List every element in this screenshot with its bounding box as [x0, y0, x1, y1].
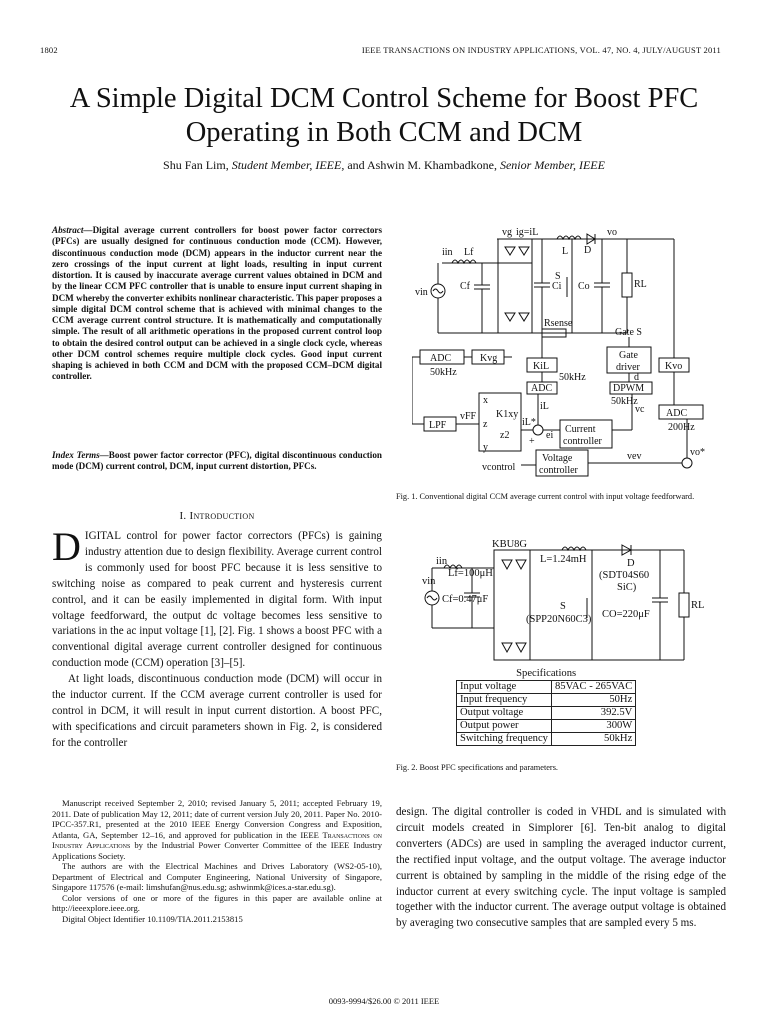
figure-2-diagram: [422, 538, 712, 663]
fig1-label-vcontrol: vcontrol: [482, 462, 516, 473]
fig1-label-vg: vg: [502, 227, 512, 238]
drop-cap: D: [52, 524, 81, 569]
fig1-mult-num: K1xy: [496, 409, 519, 420]
fig1-label-il-fb: iL: [540, 401, 549, 412]
fig1-label-z: z: [483, 419, 488, 430]
fig1-label-d: D: [584, 245, 592, 256]
spec-value: 392.5V: [551, 707, 635, 720]
journal-header: IEEE TRANSACTIONS ON INDUSTRY APPLICATIONS, VOL. 47, NO. 4, JULY/AUGUST 2011: [361, 45, 721, 55]
intro-paragraph-1: [52, 524, 382, 672]
fig1-label-vff: vFF: [460, 411, 477, 422]
footnote-doi: Digital Object Identifier 10.1109/TIA.2011.2153815: [62, 913, 243, 924]
specifications-table: [456, 668, 636, 746]
footnote-manuscript: [52, 798, 382, 861]
copyright-footer: 0093-9994/$26.00 © 2011 IEEE: [328, 996, 440, 1006]
page-number: 1802: [40, 45, 58, 55]
intro-body: [52, 524, 382, 752]
table-header: Specifications: [457, 668, 636, 681]
fig2-diode-part2: SiC): [617, 582, 637, 593]
figure-1-caption: Fig. 1. Conventional digital CCM average current control with input voltage feedforward.: [396, 492, 695, 501]
footnote-journal-name: Transactions on Industry Applications: [52, 829, 383, 850]
spec-value: 300W: [551, 720, 635, 733]
fig1-label-vo-ref: vo*: [690, 447, 705, 458]
fig2-label-bridge: KBU8G: [492, 539, 528, 550]
footnote-authors: The authors are with the Electrical Machines and Drives Laboratory (WS2-05-10), Department of Electrical and Computer Engineering, National University of Singapore, Singapore 117576 (e-mail: limshufan@nus.edu.sg; ashwinmk@ices.a-star.edu.sg).: [52, 861, 382, 892]
fig2-switch-part: (SPP20N60C3): [526, 614, 592, 625]
fig1-label-vev: vev: [627, 451, 642, 462]
fig1-adc2-rate: 50kHz: [559, 372, 586, 383]
table-row: [457, 707, 636, 720]
fig1-mult-den: z2: [500, 430, 510, 441]
fig1-label-gate-s: Gate S: [615, 327, 642, 338]
intro-paragraph-2: At light loads, discontinuous conduction mode (DCM) will occur in the inductor current. If the CCM average current controller is used for control in DCM, it will result in input current distortion. A boost PFC, with specifications and circuit parameters shown in Fig. 2, is considered for the controller: [52, 673, 382, 749]
fig1-gate-driver-line2: driver: [616, 362, 640, 373]
spec-value: 85VAC - 265VAC: [551, 681, 635, 694]
spec-label: Switching frequency: [457, 733, 552, 746]
fig1-adc1-rate: 50kHz: [430, 367, 457, 378]
fig1-label-ci: Ci: [552, 281, 562, 292]
fig2-label-vin: vin: [422, 576, 436, 587]
fig2-label-co: CO=220μF: [602, 609, 650, 620]
fig1-voltage-ctrl-line1: Voltage: [542, 453, 573, 464]
fig2-label-lf: Lf=100μH: [448, 568, 493, 579]
right-column-body: [396, 805, 726, 932]
fig1-label-vin: vin: [415, 287, 428, 298]
author-conjunction: and: [347, 158, 365, 172]
fig1-label-l: L: [562, 246, 569, 257]
section-heading: [52, 510, 382, 522]
spec-label: Input frequency: [457, 694, 552, 707]
footnote-color: Color versions of one or more of the figures in this paper are available online at http://ieeexplore.ieee.org.: [52, 892, 382, 913]
fig2-label-iin: iin: [436, 556, 448, 567]
table-row: [457, 681, 636, 694]
fig1-label-vo: vo: [607, 227, 617, 238]
abstract: [52, 225, 382, 383]
fig1-label-il: ig=iL: [516, 227, 539, 238]
fig2-label-rl: RL: [691, 600, 705, 611]
figure-2-caption: Fig. 2. Boost PFC specifications and parameters.: [396, 763, 558, 772]
fig2-label-cf: Cf=0.47μF: [442, 594, 489, 605]
abstract-label: Abstract—: [52, 225, 93, 235]
fig1-voltage-ctrl-line2: controller: [539, 465, 578, 476]
fig1-label-x: x: [483, 395, 488, 406]
spec-label: Output power: [457, 720, 552, 733]
fig1-gate-driver-line1: Gate: [619, 350, 638, 361]
fig1-dpwm: DPWM: [613, 383, 645, 394]
fig1-kil: KiL: [533, 361, 550, 372]
footnote-manuscript-tail: by the Industrial Power Converter Committee of the IEEE Industry Applications Society.: [52, 840, 382, 861]
fig1-label-iin: iin: [442, 247, 453, 258]
fig2-label-s: S: [560, 601, 566, 612]
author-1-affiliation: Student Member, IEEE,: [231, 158, 345, 172]
fig1-kvg: Kvg: [480, 353, 498, 364]
fig1-label-co: Co: [578, 281, 590, 292]
figure-1-diagram: [412, 225, 712, 480]
section-number: I.: [179, 510, 187, 522]
fig1-label-ei: ei: [546, 430, 554, 441]
table-row: [457, 694, 636, 707]
table-row: [457, 733, 636, 746]
author-1: Shu Fan Lim,: [163, 158, 229, 172]
fig1-adc3: ADC: [666, 408, 688, 419]
fig2-label-d: D: [627, 558, 635, 569]
spec-value: 50Hz: [551, 694, 635, 707]
fig1-label-lf: Lf: [464, 247, 474, 258]
index-terms-text: Boost power factor corrector (PFC), digital discontinuous conduction mode (DCM) current control, DCM, input current distortion, PFCs.: [52, 450, 382, 472]
author-2-affiliation: Senior Member, IEEE: [499, 158, 605, 172]
section-title: Introduction: [189, 510, 255, 522]
fig1-label-vc: vc: [635, 404, 645, 415]
fig1-label-il-ref: iL*: [522, 417, 536, 428]
fig2-diode-part: (SDT04S60: [599, 570, 650, 581]
intro-lead: IGITAL: [84, 530, 121, 542]
fig1-label-rsense: Rsense: [544, 318, 573, 329]
fig1-dpwm-rate: 50kHz: [611, 396, 638, 407]
fig1-current-ctrl-line1: Current: [565, 424, 596, 435]
intro-p1-text: control for power factor correctors (PFCs) is gaining industry attention due to design flexibility. Average current control is commonly used for boost PFC because it is less sensitive to switching noise as compared to peak current and hysteresis current control, and it can be easily implemented in digital form. With input voltage feedforward, the output dc voltage becomes less sensitive to variations in the ac input voltage [1], [2]. Fig. 1 shows a boost PFC with a conventional digital average current controller designed for continuous conduction mode (CCM) operation [3]–[5].: [52, 530, 382, 670]
fig1-label-duty: d: [634, 372, 639, 383]
index-terms-label: Index Terms—: [52, 450, 109, 460]
fig1-current-ctrl-line2: controller: [563, 436, 602, 447]
fig1-label-y: y: [483, 442, 488, 453]
spec-label: Output voltage: [457, 707, 552, 720]
fig1-label-cf: Cf: [460, 281, 470, 292]
fig1-lpf: LPF: [429, 420, 447, 431]
table-header-row: [457, 668, 636, 681]
fig2-label-l: L=1.24mH: [540, 554, 587, 565]
spec-value: 50kHz: [551, 733, 635, 746]
fig1-adc1: ADC: [430, 353, 452, 364]
footnote: [52, 798, 382, 924]
index-terms: [52, 450, 382, 473]
author-2: Ashwin M. Khambadkone,: [367, 158, 497, 172]
abstract-text: Digital average current controllers for boost power factor correctors (PFCs) are usually designed for continuous conduction mode (CCM). However, discontinuous conduction mode (DCM) appears in the inductor current near the zero crossings of the input current at light loads, resulting in input current distortion. It is caused by inaccurate average current values obtained in DCM and by the linear CCM PFC controller that is unable to ensure input current shaping in DCM whereby the converter exhibits nonlinear characteristic. This paper proposes a simple digital DCM control scheme that is achieved with minimal changes to the CCM average current control structure. It is mathematically and computationally simple. The result of all arithmetic operations in the proposed current control loop to obtain the desired control output can be achieved in a single clock cycle, whereas other DCM control schemes require multiple clock cycles. Good input current shaping is achieved in both CCM and DCM with the proposed CCM–DCM digital controller.: [52, 225, 382, 382]
table-row: [457, 720, 636, 733]
fig1-adc2: ADC: [531, 383, 553, 394]
footnote-manuscript-text: Manuscript received September 2, 2010; revised January 5, 2011; accepted February 19, 2011. Date of publication May 12, 2011; date of current version July 20, 2011. Paper No. 2010-IPCC-357.R1, presented at the 2010 IEEE Energy Conversion Congress and Exposition, Atlanta, GA, September 12–16, and approved for publication in the IEEE: [52, 798, 382, 840]
fig1-kvo: Kvo: [665, 361, 683, 372]
paper-title: A Simple Digital DCM Control Scheme for Boost PFC Operating in Both CCM and DCM: [69, 83, 699, 148]
fig1-label-rl: RL: [634, 279, 647, 290]
author-line: [40, 158, 728, 173]
fig1-label-s: S: [555, 271, 561, 282]
spec-label: Input voltage: [457, 681, 552, 694]
right-paragraph: design. The digital controller is coded in VHDL and is simulated with circuit models created in Simplorer [6]. Ten-bit analog to digital converters (ADCs) are used in sampling the averaged inductor current, the rectified input voltage, and the output voltage. The average inductor current is obtained by sampling in the middle of the rising edge of the inductor current at every switching cycle. The input voltage is sampled together with the inductor current. The average output voltage is obtained by averaging two consecutive samples that are sampled every 5 ms.: [396, 806, 726, 930]
fig1-plus: +: [529, 436, 535, 447]
fig1-adc3-rate: 200Hz: [668, 422, 695, 433]
